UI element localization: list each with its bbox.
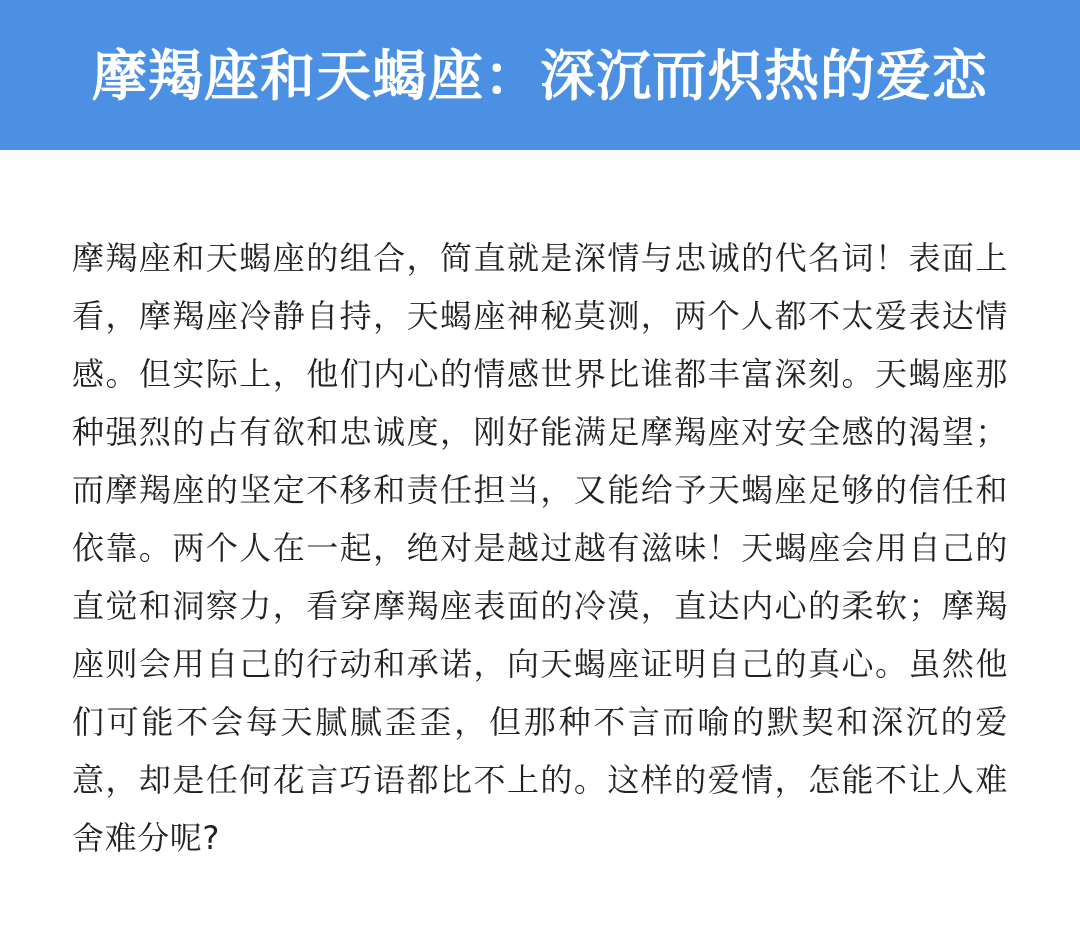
article-body: 摩羯座和天蝎座的组合，简直就是深情与忠诚的代名词！表面上看，摩羯座冷静自持，天蝎座神秘莫测，两个人都不太爱表达情感。但实际上，他们内心的情感世界比谁都丰富深刻。天蝎座那种强烈的占有欲和忠诚度，刚好能满足摩羯座对安全感的渴望；而摩羯座的坚定不移和责任担当，又能给予天蝎座足够的信任和依靠。两个人在一起，绝对是越过越有滋味！天蝎座会用自己的直觉和洞察力，看穿摩羯座表面的冷漠，直达内心的柔软；摩羯座则会用自己的行动和承诺，向天蝎座证明自己的真心。虽然他们可能不会每天腻腻歪歪，但那种不言而喻的默契和深沉的爱意，却是任何花言巧语都比不上的。这样的爱情，怎能不让人难舍难分呢? <box>72 239 1008 857</box>
header-banner <box>0 0 1080 150</box>
page-title: 摩羯座和天蝎座：深沉而炽热的爱恋 <box>91 43 988 108</box>
